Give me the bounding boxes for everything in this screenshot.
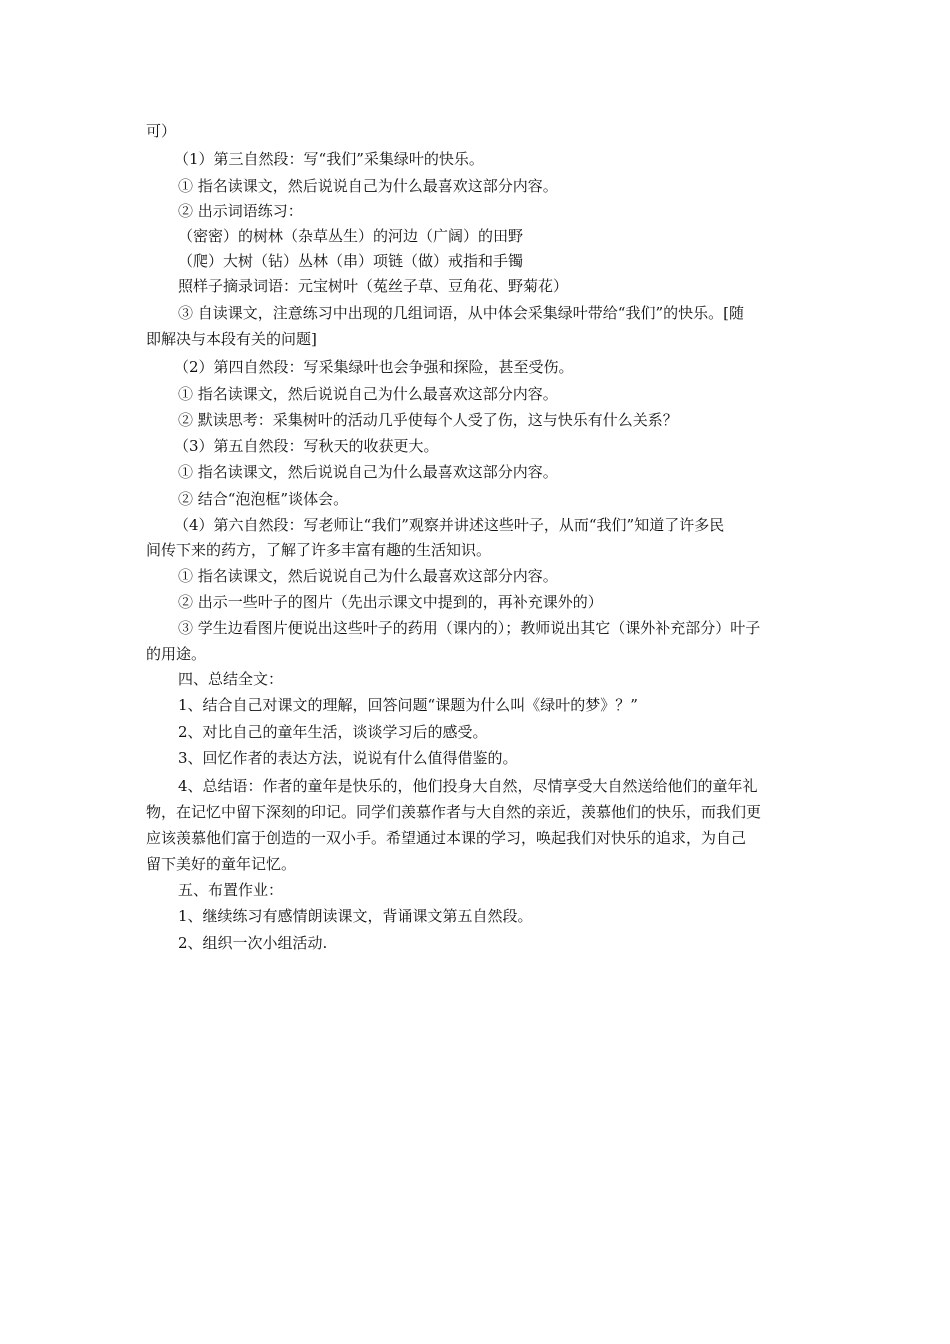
text-line: ② 默读思考：采集树叶的活动几乎使每个人受了伤，这与快乐有什么关系？ (178, 411, 678, 429)
section-heading: 五、布置作业： (178, 881, 284, 899)
text-line: ① 指名读课文，然后说说自己为什么最喜欢这部分内容。 (178, 385, 558, 403)
text-line: ③ 自读课文，注意练习中出现的几组词语，从中体会采集绿叶带给“我们”的快乐。[随 (178, 304, 744, 322)
text-line: 可） (146, 122, 177, 140)
section-heading: 四、总结全文： (178, 670, 284, 688)
text-line: 1、结合自己对课文的理解，回答问题“课题为什么叫《绿叶的梦》？” (178, 696, 638, 714)
text-line: 间传下来的药方，了解了许多丰富有趣的生活知识。 (146, 541, 492, 559)
text-line: ② 出示词语练习： (178, 202, 303, 220)
text-line: ③ 学生边看图片便说出这些叶子的药用（课内的）；教师说出其它（课外补充部分）叶子 (178, 619, 761, 637)
text-line: 2、组织一次小组活动. (178, 934, 328, 952)
text-line: 1、继续练习有感情朗读课文，背诵课文第五自然段。 (178, 907, 533, 925)
text-line: ① 指名读课文，然后说说自己为什么最喜欢这部分内容。 (178, 567, 558, 585)
section-heading: （4）第六自然段：写老师让“我们”观察并讲述这些叶子，从而“我们”知道了许多民 (174, 516, 725, 534)
text-line: （密密）的树林（杂草丛生）的河边（广阔）的田野 (178, 227, 524, 245)
section-heading: （1）第三自然段：写“我们”采集绿叶的快乐。 (174, 150, 484, 168)
text-line: 4、总结语：作者的童年是快乐的，他们投身大自然，尽情享受大自然送给他们的童年礼 (178, 777, 758, 795)
text-line: 留下美好的童年记忆。 (146, 855, 297, 873)
text-line: 2、对比自己的童年生活，谈谈学习后的感受。 (178, 723, 488, 741)
text-line: 3、回忆作者的表达方法，说说有什么值得借鉴的。 (178, 749, 518, 767)
section-heading: （3）第五自然段：写秋天的收获更大。 (174, 437, 439, 455)
text-line: 的用途。 (146, 645, 207, 663)
text-line: ① 指名读课文，然后说说自己为什么最喜欢这部分内容。 (178, 177, 558, 195)
text-line: 即解决与本段有关的问题] (146, 330, 317, 348)
text-line: （爬）大树（钻）丛林（串）项链（做）戒指和手镯 (178, 252, 524, 270)
text-line: 应该羡慕他们富于创造的一双小手。希望通过本课的学习，唤起我们对快乐的追求，为自己 (146, 829, 747, 847)
section-heading: （2）第四自然段：写采集绿叶也会争强和探险，甚至受伤。 (174, 358, 574, 376)
text-line: 照样子摘录词语：元宝树叶（菟丝子草、豆角花、野菊花） (178, 277, 569, 295)
text-line: 物，在记忆中留下深刻的印记。同学们羡慕作者与大自然的亲近，羡慕他们的快乐，而我们更 (146, 803, 762, 821)
text-line: ② 出示一些叶子的图片（先出示课文中提到的，再补充课外的） (178, 593, 603, 611)
text-line: ② 结合“泡泡框”谈体会。 (178, 490, 349, 508)
text-line: ① 指名读课文，然后说说自己为什么最喜欢这部分内容。 (178, 463, 558, 481)
